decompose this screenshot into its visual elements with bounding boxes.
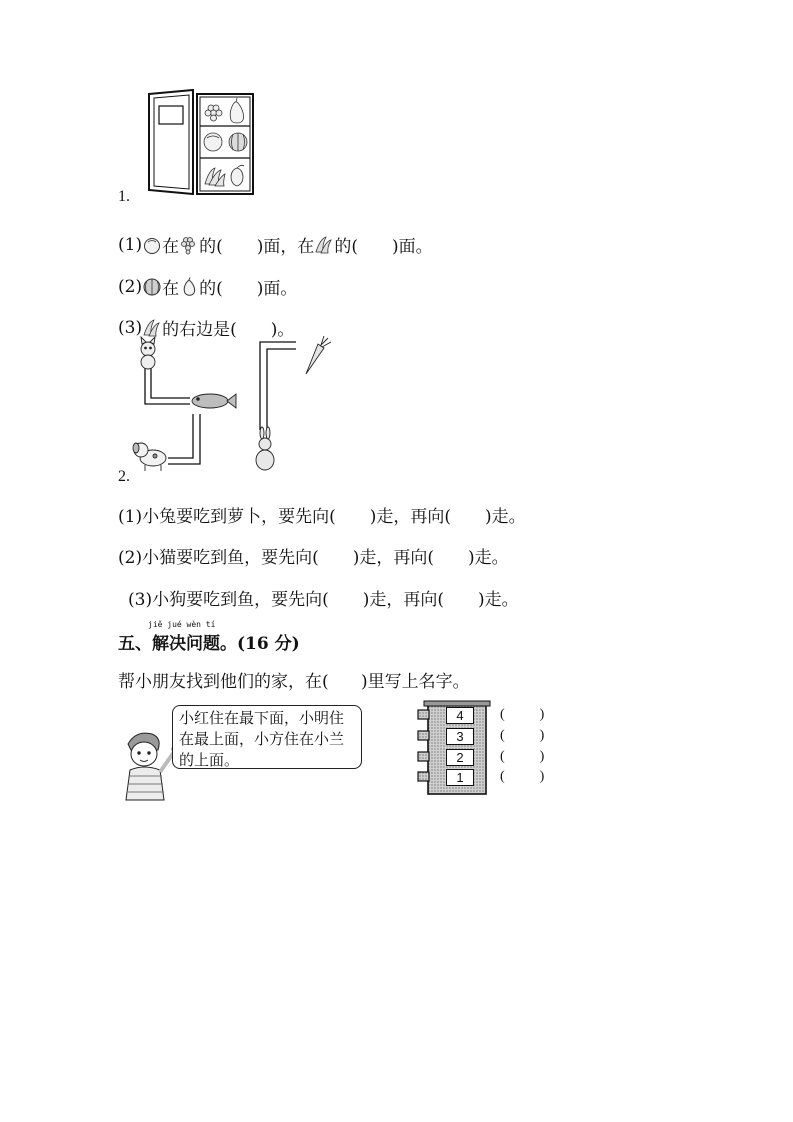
speech-bubble (172, 705, 362, 769)
answer-floor-1[interactable]: ( ) (500, 769, 545, 784)
q2-item-2-a: (2)小猫要吃到鱼，要先向( (118, 548, 319, 568)
floor-label-1: 1 (446, 769, 474, 786)
q1-item-1-prefix: (1) (118, 234, 143, 255)
q2-item-1 (118, 502, 526, 527)
grapes-icon (179, 235, 199, 255)
q2-item-3 (128, 585, 519, 610)
q2-item-3-c: )走。 (477, 590, 519, 610)
fish-icon (192, 394, 236, 408)
q2-item-3-a: (3)小狗要吃到鱼，要先向( (128, 590, 329, 610)
q2-item-2-c: )走。 (467, 548, 509, 568)
floor-label-3: 3 (446, 728, 474, 745)
q1-item-2-mid2: 的( (199, 279, 223, 299)
carrot-icon (306, 336, 331, 374)
q1-item-1-suffix: )面。 (392, 237, 433, 257)
q2-item-1-c: )走。 (484, 507, 526, 527)
section5-instruction: 帮小朋友找到他们的家，在( )里写上名字。 (118, 672, 470, 692)
q1-item-3-prefix: (3) (118, 317, 143, 338)
q2-item-1-a: (1)小兔要吃到萝卜，要先向( (118, 507, 336, 527)
speech-bubble-text: 小红住在最下面，小明住在最上面，小方住在小兰的上面。 (179, 709, 345, 769)
q1-item-1-mid4: 的( (334, 237, 359, 257)
cat-icon (141, 337, 155, 369)
rabbit-icon (256, 427, 274, 470)
q1-item-2-mid1: 在 (162, 279, 180, 299)
q1-item-3-mid1: 的右边是( (162, 320, 237, 340)
q2-item-1-b: )走，再向( (369, 507, 451, 527)
q1-item-1-mid1: 在 (162, 237, 180, 257)
q1-number: 1. (118, 188, 130, 205)
q1-item-1 (118, 232, 433, 257)
q2-item-3-b: )走，再向( (362, 590, 444, 610)
banana-icon (314, 235, 334, 255)
q1-item-3-suffix: )。 (270, 320, 295, 340)
q2-item-2-b: )走，再向( (352, 548, 434, 568)
floor-label-4: 4 (446, 707, 474, 724)
q2-item-2 (118, 543, 509, 568)
child-figure (118, 730, 180, 802)
q1-item-1-mid2: 的( (199, 237, 223, 257)
section5-title: 五、解决问题。(16 分) (118, 634, 300, 654)
answer-floor-3[interactable]: ( ) (500, 728, 545, 743)
watermelon-icon (142, 277, 162, 297)
q2-number: 2. (118, 468, 130, 485)
q1-item-2-prefix: (2) (118, 276, 143, 297)
orange-icon (142, 235, 162, 255)
answer-floor-4[interactable]: ( ) (500, 707, 545, 722)
dog-icon (133, 443, 166, 471)
section5-pinyin: jiě jué wèn tí (148, 620, 216, 629)
answer-floor-2[interactable]: ( ) (500, 749, 545, 764)
fridge-illustration (145, 88, 257, 200)
q1-item-2 (118, 274, 297, 299)
animal-path-diagram (128, 334, 358, 476)
q1-item-2-suffix: )面。 (256, 279, 298, 299)
q1-item-1-mid3: )面，在 (256, 237, 315, 257)
floor-label-2: 2 (446, 749, 474, 766)
pear-icon (179, 277, 199, 297)
